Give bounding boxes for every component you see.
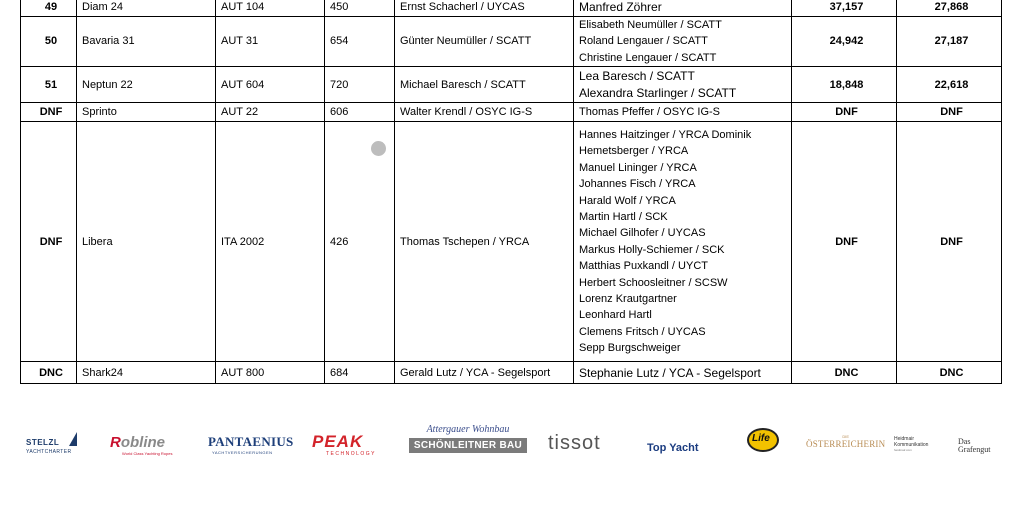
crew-member: Alexandra Starlinger / SCATT: [579, 85, 737, 100]
tissot-logo: tissot: [548, 432, 601, 454]
schoenleitner-logo: Attergauer Wohnbau SCHÖNLEITNER BAU: [409, 424, 527, 454]
rank-cell: 49: [21, 0, 77, 17]
crew-member: Herbert Schoosleitner / SCSW: [579, 276, 728, 289]
rank-cell: DNF: [21, 103, 77, 122]
table-row: [21, 103, 1002, 122]
points-cell-2: 22,618: [897, 67, 1002, 103]
sail-number-cell: AUT 22: [216, 103, 325, 122]
points-cell-2: 27,187: [897, 17, 1002, 67]
rank-cell: 51: [21, 67, 77, 103]
crew-cell: [574, 103, 792, 122]
boat-type-cell: Neptun 22: [77, 67, 216, 103]
yardstick-cell: 720: [325, 67, 395, 103]
crew-member: Sepp Burgschweiger: [579, 342, 681, 355]
crew-cell: [574, 362, 792, 384]
crew-member: Lea Baresch / SCATT: [579, 69, 695, 84]
pantaenius-logo: PANTAENIUS YACHTVERSICHERUNGEN: [208, 434, 294, 455]
yardstick-cell: 606: [325, 103, 395, 122]
crew-member: Harald Wolf / YRCA: [579, 194, 676, 207]
sail-number-cell: AUT 604: [216, 67, 325, 103]
points-cell-2: 27,868: [897, 0, 1002, 17]
crew-member: Manuel Lininger / YRCA: [579, 161, 697, 174]
crew-cell: [574, 67, 792, 103]
table-row: [21, 362, 1002, 384]
oesterreicherin-logo: DIE ÖSTERREICHERIN: [806, 434, 886, 449]
sail-number-cell: ITA 2002: [216, 122, 325, 362]
rank-cell: DNF: [21, 122, 77, 362]
gray-dot-marker: [371, 141, 386, 156]
skipper-cell: Walter Krendl / OSYC IG-S: [395, 103, 574, 122]
skipper-cell: Michael Baresch / SCATT: [395, 67, 574, 103]
crew-member: Matthias Puxkandl / UYCT: [579, 260, 708, 273]
crew-member: Elisabeth Neumüller / SCATT: [579, 19, 722, 31]
skipper-cell: Gerald Lutz / YCA - Segelsport: [395, 362, 574, 384]
crew-member: Clemens Fritsch / UYCAS: [579, 325, 706, 338]
yardstick-cell: 684: [325, 362, 395, 384]
stelzl-logo: STELZL YACHTCHARTER: [24, 432, 90, 458]
crew-member: Thomas Pfeffer / OSYC IG-S: [579, 106, 721, 119]
results-table: [20, 0, 1002, 384]
skipper-cell: Günter Neumüller / SCATT: [395, 17, 574, 67]
crew-cell: [574, 122, 792, 362]
rank-cell: DNC: [21, 362, 77, 384]
crew-cell: [574, 17, 792, 67]
crew-member: Stephanie Lutz / YCA - Segelsport: [579, 365, 761, 380]
boat-type-cell: Bavaria 31: [77, 17, 216, 67]
points-cell-2: DNF: [897, 122, 1002, 362]
table-row: [21, 122, 1002, 362]
boat-type-cell: Shark24: [77, 362, 216, 384]
rank-cell: 50: [21, 17, 77, 67]
crew-member: Lorenz Krautgartner: [579, 292, 677, 305]
skipper-cell: Thomas Tschepen / YRCA: [395, 122, 574, 362]
sponsor-logo-strip: [0, 420, 1024, 470]
points-cell-1: 24,942: [792, 17, 897, 67]
crew-member: Christine Lengauer / SCATT: [579, 51, 717, 64]
crew-member: Markus Holly-Schiemer / SCK: [579, 243, 725, 256]
points-cell-2: DNF: [897, 103, 1002, 122]
boat-type-cell: Sprinto: [77, 103, 216, 122]
peak-logo: PEAK TECHNOLOGY: [312, 432, 377, 457]
heidmair-logo: Heidmair Kommunikation heidmair.com: [894, 436, 929, 452]
crew-cell: [574, 0, 792, 17]
topyacht-logo: Top Yacht: [647, 442, 699, 454]
crew-member: Michael Gilhofer / UYCAS: [579, 227, 706, 240]
grafengut-logo: Das Grafengut: [958, 437, 991, 454]
yardstick-cell: 450: [325, 0, 395, 17]
crew-member: Johannes Fisch / YRCA: [579, 178, 696, 191]
sailboat-icon: [69, 432, 77, 446]
points-cell-1: DNF: [792, 122, 897, 362]
points-cell-1: DNF: [792, 103, 897, 122]
table-row: [21, 17, 1002, 67]
yardstick-cell: 654: [325, 17, 395, 67]
robline-logo: Robline World Class Yachting Ropes: [110, 434, 173, 456]
boat-type-cell: Libera: [77, 122, 216, 362]
life-logo: Life: [745, 428, 781, 454]
crew-member: Hannes Haitzinger / YRCA Dominik: [579, 128, 752, 141]
skipper-cell: Ernst Schacherl / UYCAS: [395, 0, 574, 17]
points-cell-1: DNC: [792, 362, 897, 384]
crew-member: Manfred Zöhrer: [579, 0, 662, 15]
points-cell-1: 18,848: [792, 67, 897, 103]
crew-member: Roland Lengauer / SCATT: [579, 35, 708, 48]
points-cell-2: DNC: [897, 362, 1002, 384]
crew-member: Leonhard Hartl: [579, 309, 652, 322]
sail-number-cell: AUT 31: [216, 17, 325, 67]
boat-type-cell: Diam 24: [77, 0, 216, 17]
sail-number-cell: AUT 104: [216, 0, 325, 17]
yardstick-cell: 426: [325, 122, 395, 362]
crew-member: Hemetsberger / YRCA: [579, 145, 689, 158]
points-cell-1: 37,157: [792, 0, 897, 17]
crew-member: Martin Hartl / SCK: [579, 210, 668, 223]
table-row: [21, 67, 1002, 103]
sail-number-cell: AUT 800: [216, 362, 325, 384]
table-row: [21, 0, 1002, 17]
